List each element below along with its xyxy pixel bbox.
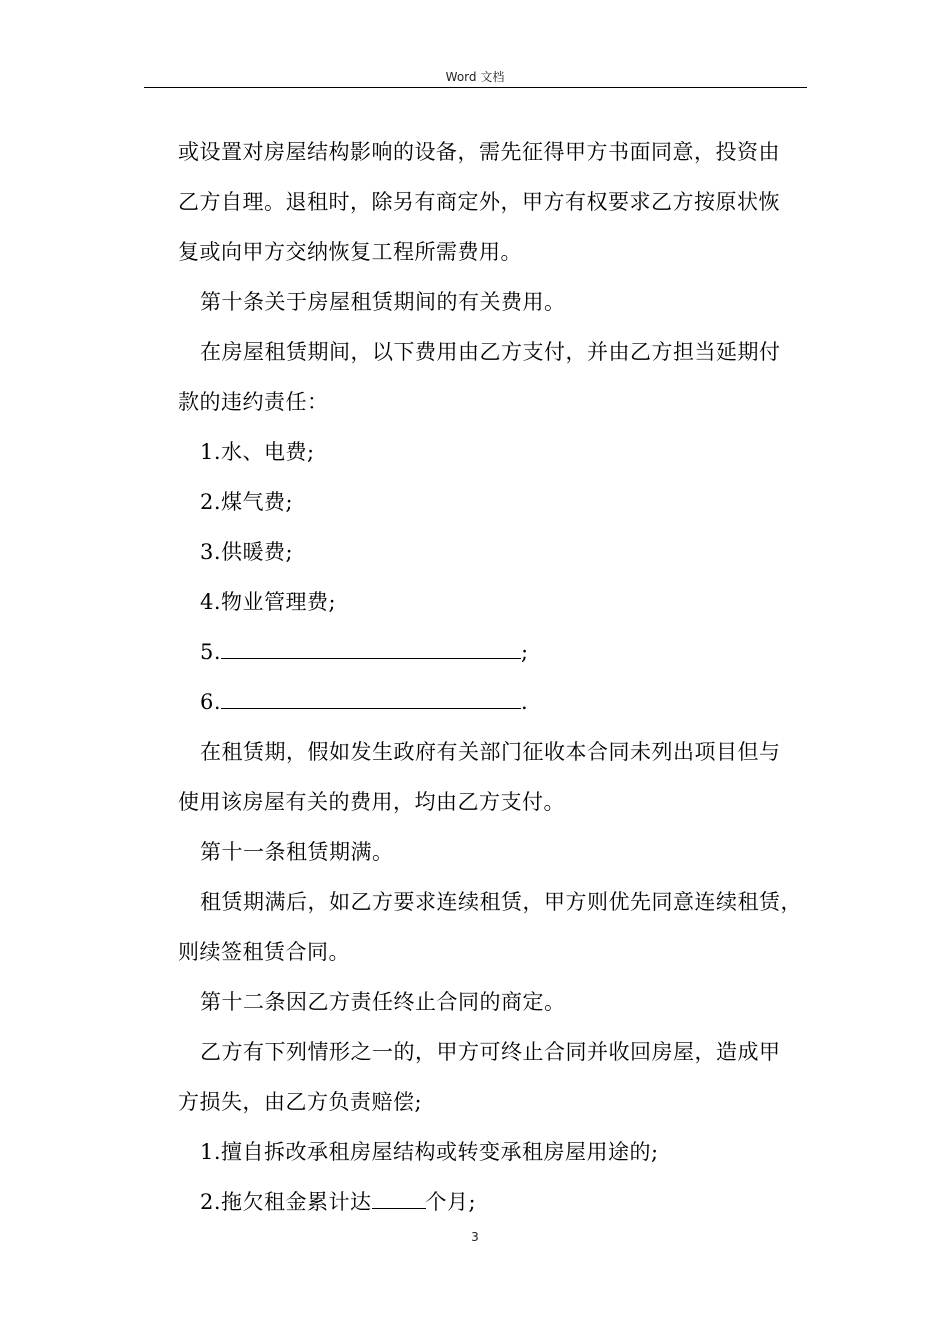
list-item-punctuation: .: [521, 690, 529, 714]
document-body: [178, 127, 808, 1227]
section-heading: 第十条关于房屋租赁期间的有关费用。: [200, 290, 566, 314]
list-item: 4.物业管理费;: [200, 590, 337, 614]
page-number: 3: [471, 1230, 479, 1244]
paragraph-line: 在房屋租赁期间，以下费用由乙方支付，并由乙方担当延期付: [200, 340, 781, 364]
paragraph-line: 在租赁期，假如发生政府有关部门征收本合同未列出项目但与: [200, 740, 781, 764]
paragraph-line: 乙方自理。退租时，除另有商定外，甲方有权要求乙方按原状恢: [178, 190, 780, 214]
list-item-number: 6.: [200, 690, 222, 714]
paragraph-line: 或设置对房屋结构影响的设备，需先征得甲方书面同意，投资由: [178, 140, 780, 164]
list-item-text: 个月;: [425, 1190, 477, 1214]
paragraph-line: 复或向甲方交纳恢复工程所需费用。: [178, 240, 522, 264]
section-heading: 第十二条因乙方责任终止合同的商定。: [200, 990, 566, 1014]
list-item-blank: [178, 627, 808, 677]
fill-in-blank[interactable]: [372, 1190, 426, 1209]
paragraph-line: 则续签租赁合同。: [178, 940, 350, 964]
list-item: 2.煤气费;: [200, 490, 294, 514]
list-item-blank: [178, 1177, 808, 1227]
fill-in-blank[interactable]: [221, 690, 521, 709]
list-item-punctuation: ;: [521, 640, 529, 664]
paragraph-line: 租赁期满后，如乙方要求连续租赁，甲方则优先同意连续租赁，: [200, 890, 802, 914]
paragraph-line: 使用该房屋有关的费用，均由乙方支付。: [178, 790, 565, 814]
header-divider: [144, 87, 807, 88]
paragraph-line: 乙方有下列情形之一的，甲方可终止合同并收回房屋，造成甲: [200, 1040, 781, 1064]
list-item-number: 5.: [200, 640, 222, 664]
paragraph-line: 款的违约责任：: [178, 390, 329, 414]
list-item: 1.擅自拆改承租房屋结构或转变承租房屋用途的;: [200, 1140, 659, 1164]
list-item: 1.水、电费;: [200, 440, 315, 464]
list-item: 3.供暖费;: [200, 540, 294, 564]
paragraph-line: 方损失，由乙方负责赔偿;: [178, 1090, 423, 1114]
page-header: Word 文档: [445, 70, 505, 84]
list-item-blank: [178, 677, 808, 727]
section-heading: 第十一条租赁期满。: [200, 840, 394, 864]
list-item-text: 2.拖欠租金累计达: [200, 1190, 372, 1214]
fill-in-blank[interactable]: [221, 640, 521, 659]
